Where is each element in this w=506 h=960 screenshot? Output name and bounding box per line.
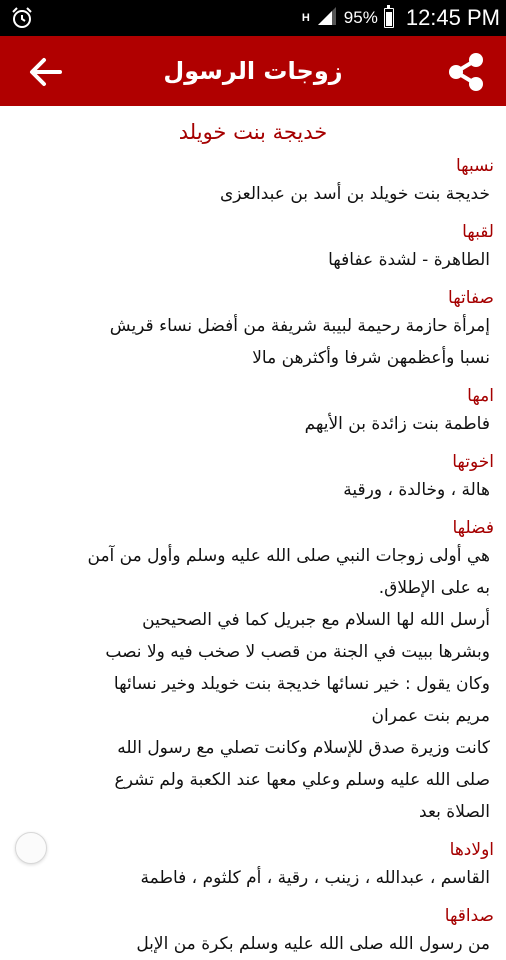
network-type-indicator: H	[301, 12, 310, 24]
section-text-line: فاطمة بنت زائدة بن الأيهم	[304, 414, 490, 434]
section-text-line: وكان يقول : خير نسائها خديجة بنت خويلد وخير نسائها	[113, 674, 490, 694]
section-heading: صفاتها	[448, 288, 494, 308]
section-body	[12, 310, 494, 374]
battery-percentage: 95%	[343, 8, 378, 27]
floating-action-button[interactable]	[15, 832, 47, 864]
section-body	[12, 474, 494, 506]
section-heading: امها	[467, 386, 494, 406]
section-text-line: أرسل الله لها السلام مع جبريل كما في الصحيحين	[142, 610, 490, 630]
clock: 12:45 PM	[405, 5, 500, 30]
section-text-line: صلى الله عليه وسلم وعلي معها عند الكعبة ولم تشرع	[114, 770, 490, 790]
section-heading: فضلها	[452, 518, 494, 538]
section-text-line: إمرأة حازمة رحيمة لبيبة شريفة من أفضل نساء قريش	[109, 316, 490, 336]
section-body	[12, 928, 494, 960]
section-body	[12, 178, 494, 210]
section-body	[12, 862, 494, 894]
section-heading: اخوتها	[452, 452, 494, 472]
section-text-line: مريم بنت عمران	[371, 706, 490, 726]
share-icon[interactable]	[444, 50, 488, 94]
alarm-clock-icon	[10, 6, 34, 34]
section-text-line: كانت وزيرة صدق للإسلام وكانت تصلي مع رسول الله	[117, 738, 490, 758]
content-area	[0, 106, 506, 954]
section-text-line: الصلاة بعد	[419, 802, 490, 822]
section-text-line: وبشرها ببيت في الجنة من قصب لا صخب فيه ولا نصب	[105, 642, 490, 662]
wife-name-title: خديجة بنت خويلد	[178, 120, 328, 144]
section-heading: اولادها	[449, 840, 494, 860]
status-bar	[0, 0, 506, 36]
sections-list	[12, 154, 494, 960]
battery-icon	[384, 8, 394, 28]
section-text-line: نسبا وأعظمهن شرفا وأكثرهن مالا	[252, 348, 490, 368]
section-text-line: هي أولى زوجات النبي صلى الله عليه وسلم وأول من آمن	[87, 546, 490, 566]
section-text-line: به على الإطلاق.	[378, 578, 490, 598]
section-text-line: هالة ، وخالدة ، ورقية	[343, 480, 490, 500]
section-body	[12, 408, 494, 440]
section-heading: نسبها	[455, 156, 494, 176]
signal-strength-icon	[316, 5, 338, 32]
section-heading: لقبها	[462, 222, 494, 242]
section-body	[12, 540, 494, 828]
section-body	[12, 244, 494, 276]
section-text-line: القاسم ، عبدالله ، زينب ، رقية ، أم كلثوم ، فاطمة	[140, 868, 490, 888]
section-text-line: من رسول الله صلى الله عليه وسلم بكرة من الإبل	[136, 934, 490, 954]
section-text-line: خديجة بنت خويلد بن أسد بن عبدالعزى	[219, 184, 490, 204]
section-heading: صداقها	[444, 906, 494, 926]
app-bar	[0, 36, 506, 106]
section-text-line: الطاهرة - لشدة عفافها	[328, 250, 490, 270]
page-title: زوجات الرسول	[163, 57, 343, 85]
